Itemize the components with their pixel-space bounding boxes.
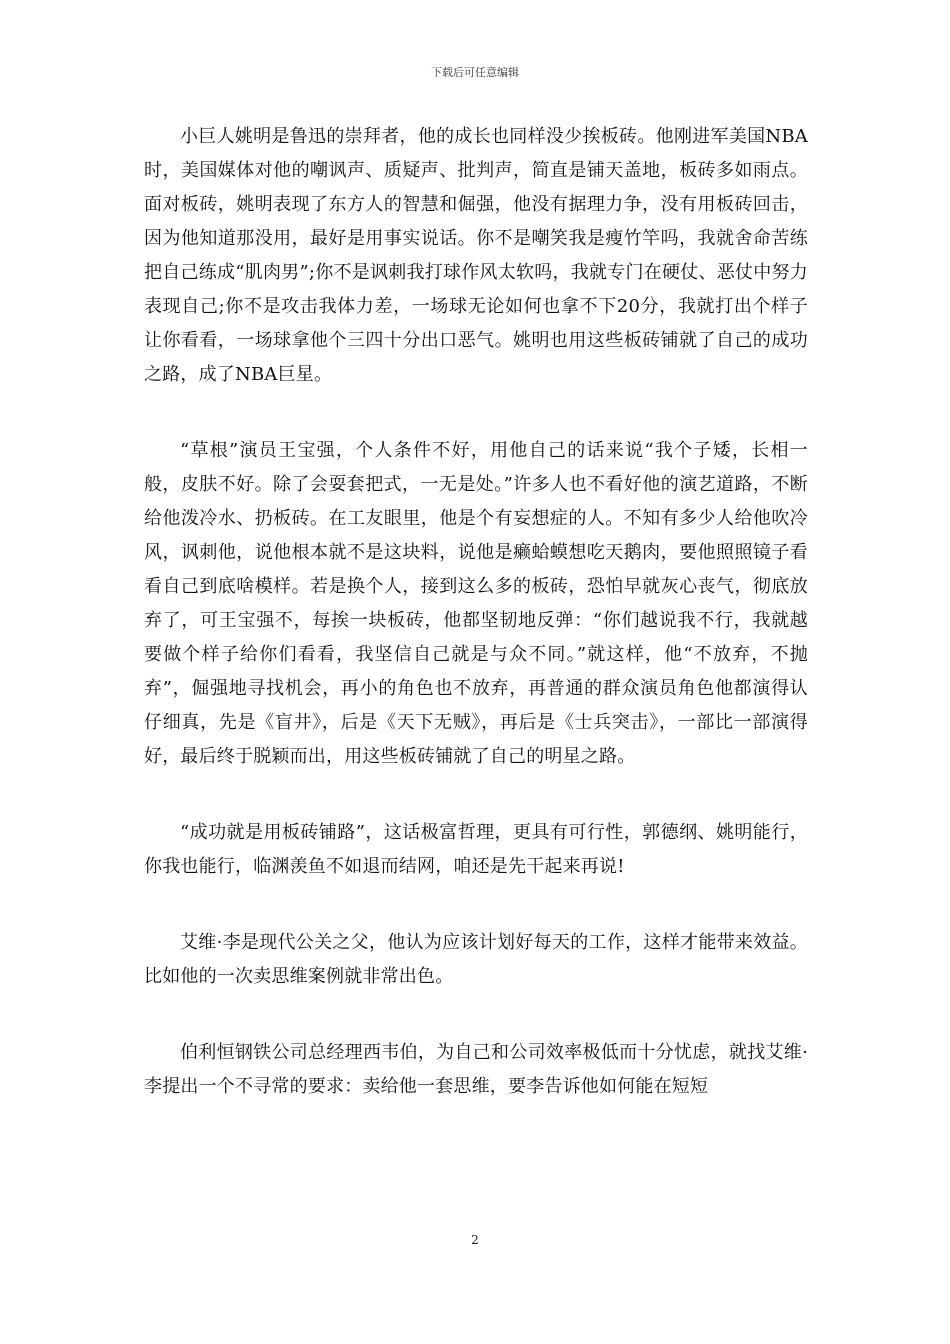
paragraph-success-quote: “成功就是用板砖铺路”，这话极富哲理，更具有可行性，郭德纲、姚明能行，你我也能行，临渊羡鱼不如退而结网，咱还是先干起来再说!: [144, 822, 808, 877]
paragraph-ivy-lee: 艾维·李是现代公关之父，他认为应该计划好每天的工作，这样才能带来效益。比如他的一次卖思维案例就非常出色。: [144, 932, 808, 987]
paragraph-schwab: 伯利恒钢铁公司总经理西韦伯，为自己和公司效率极低而十分忧虑，就找艾维·李提出一个不寻常的要求：卖给他一套思维，要李告诉他如何能在短短: [144, 1042, 808, 1097]
document-body: [144, 120, 808, 1104]
page-header: 下载后可任意编辑: [431, 66, 519, 79]
page-number: 2: [471, 1233, 479, 1247]
paragraph-wang-baoqiang: “草根”演员王宝强，个人条件不好，用他自己的话来说“我个子矮，长相一般，皮肤不好。除了会耍套把式，一无是处。”许多人也不看好他的演艺道路，不断给他泼冷水、扔板砖。在工友眼里，他是个有妄想症的人。不知有多少人给他吹冷风，讽刺他，说他根本就不是这块料，说他是癞蛤蟆想吃天鹅肉，要他照照镜子看看自己到底啥模样。若是换个人，接到这么多的板砖，恐怕早就灰心丧气，彻底放弃了，可王宝强不，每挨一块板砖，他都坚韧地反弹：“你们越说我不行，我就越要做个样子给你们看看，我坚信自己就是与众不同。”就这样，他“不放弃，不抛弃”，倔强地寻找机会，再小的角色也不放弃，再普通的群众演员角色他都演得认仔细真，先是《盲井》，后是《天下无贼》，再后是《士兵突击》，一部比一部演得好，最后终于脱颖而出，用这些板砖铺就了自己的明星之路。: [144, 440, 808, 767]
paragraph-yao-ming: 小巨人姚明是鲁迅的崇拜者，他的成长也同样没少挨板砖。他刚进军美国NBA时，美国媒体对他的嘲讽声、质疑声、批判声，简直是铺天盖地，板砖多如雨点。面对板砖，姚明表现了东方人的智慧和倔强，他没有据理力争，没有用板砖回击，因为他知道那没用，最好是用事实说话。你不是嘲笑我是瘦竹竿吗，我就舍命苦练把自己练成“肌肉男”;你不是讽刺我打球作风太软吗，我就专门在硬仗、恶仗中努力表现自己;你不是攻击我体力差，一场球无论如何也拿不下20分，我就打出个样子让你看看，一场球拿他个三四十分出口恶气。姚明也用这些板砖铺就了自己的成功之路，成了NBA巨星。: [144, 126, 808, 385]
